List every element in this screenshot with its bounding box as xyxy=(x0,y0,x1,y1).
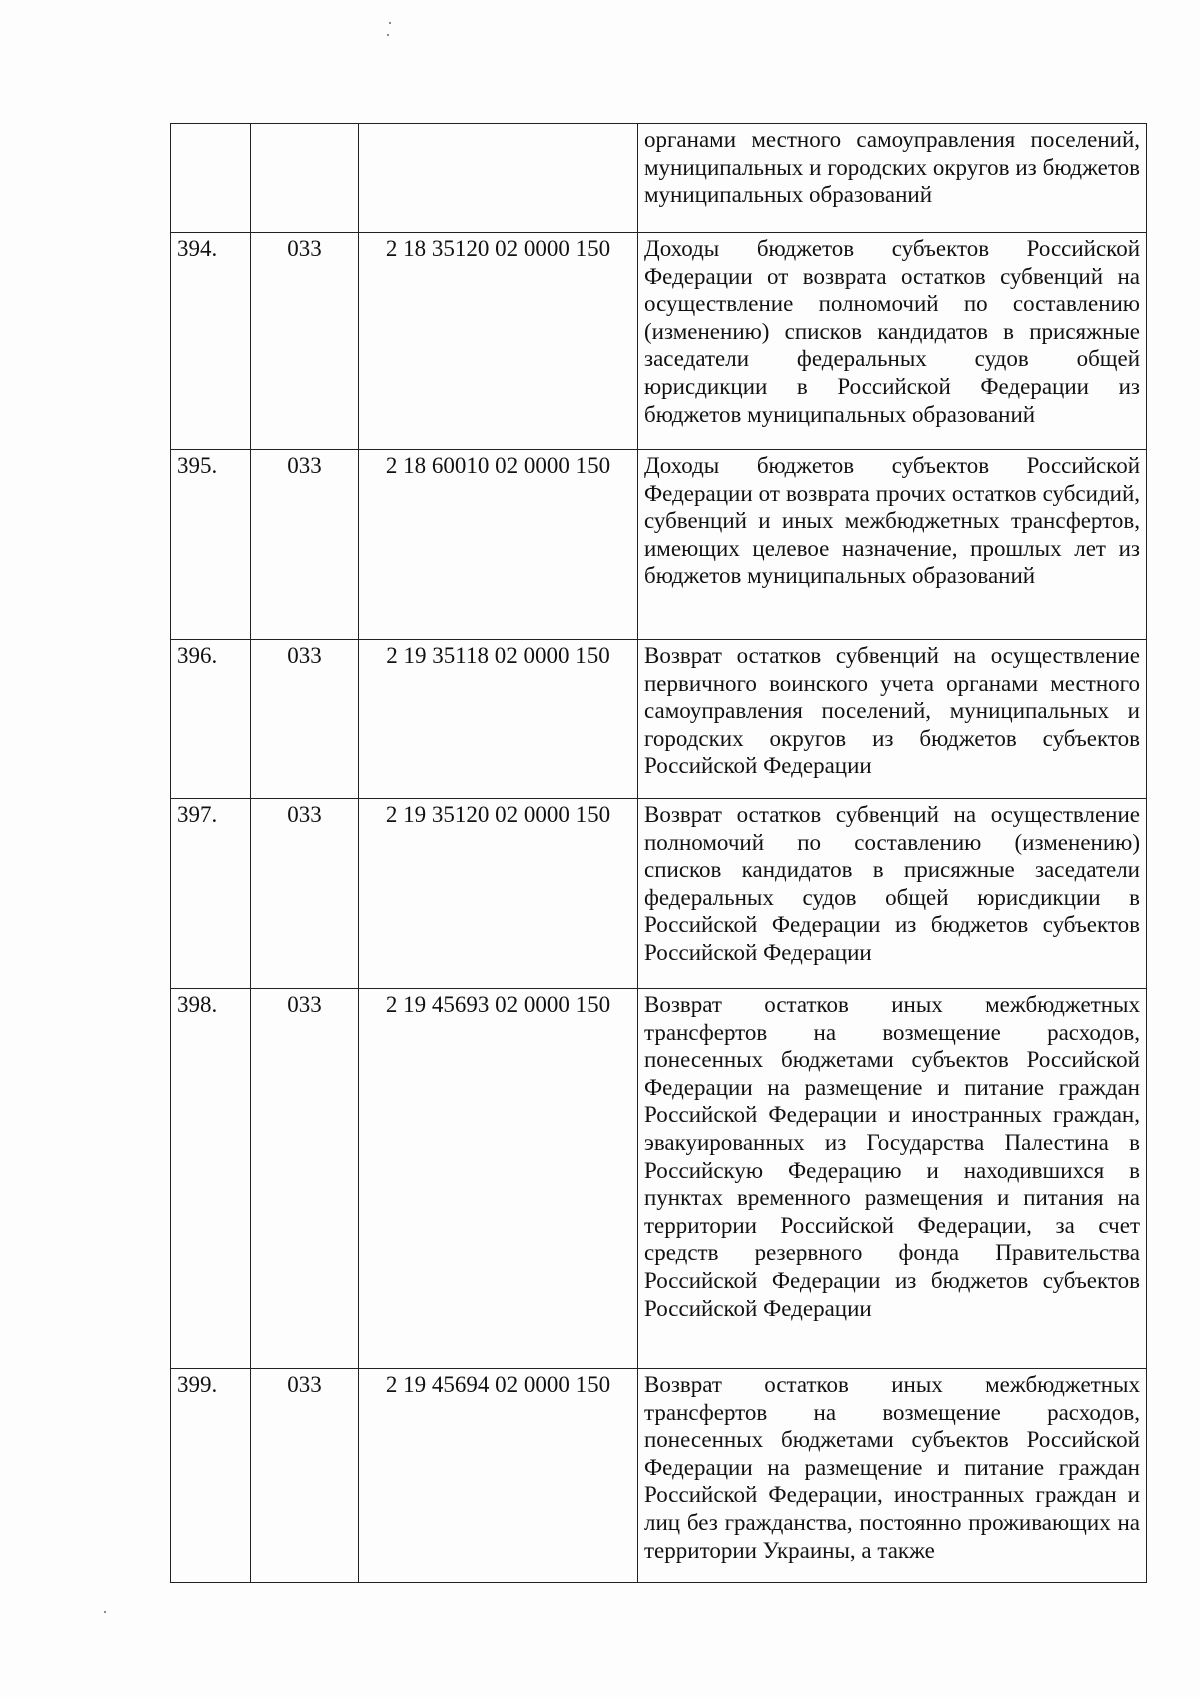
table-row xyxy=(171,1369,1147,1583)
row-number-cell: 399. xyxy=(171,1369,251,1583)
description-cell: Доходы бюджетов субъектов Российской Федерации от возврата остатков субвенций на осуществление полномочий по составлению (изменению) списков кандидатов в присяжные заседатели федеральных судов общей юрисдикции в Российской Федерации из бюджетов муниципальных образований xyxy=(638,233,1147,450)
row-number-cell: 398. xyxy=(171,989,251,1369)
table-row xyxy=(171,450,1147,640)
admin-code-cell: 033 xyxy=(251,989,359,1369)
description-cell: Доходы бюджетов субъектов Российской Федерации от возврата прочих остатков субсидий, субвенций и иных межбюджетных трансфертов, имеющих целевое назначение, прошлых лет из бюджетов муниципальных образований xyxy=(638,450,1147,640)
budget-code-cell: 2 18 60010 02 0000 150 xyxy=(359,450,638,640)
admin-code-cell: 033 xyxy=(251,450,359,640)
budget-code-cell: 2 19 45694 02 0000 150 xyxy=(359,1369,638,1583)
description-cell: Возврат остатков иных межбюджетных трансфертов на возмещение расходов, понесенных бюджетами субъектов Российской Федерации на размещение и питание граждан Российской Федерации и иностранных граждан, эвакуированных из Государства Палестина в Российскую Федерацию и находившихся в пунктах временного размещения и питания на территории Российской Федерации, за счет средств резервного фонда Правительства Российской Федерации из бюджетов субъектов Российской Федерации xyxy=(638,989,1147,1369)
admin-code-cell: 033 xyxy=(251,799,359,989)
table-row xyxy=(171,640,1147,799)
scan-speck xyxy=(387,34,389,36)
budget-code-cell: 2 18 35120 02 0000 150 xyxy=(359,233,638,450)
scan-speck xyxy=(389,22,391,24)
row-number-cell xyxy=(171,124,251,233)
description-cell: Возврат остатков субвенций на осуществление полномочий по составлению (изменению) списков кандидатов в присяжные заседатели федеральных судов общей юрисдикции в Российской Федерации из бюджетов субъектов Российской Федерации xyxy=(638,799,1147,989)
description-cell: Возврат остатков иных межбюджетных трансфертов на возмещение расходов, понесенных бюджетами субъектов Российской Федерации на размещение и питание граждан Российской Федерации, иностранных граждан и лиц без гражданства, постоянно проживающих на территории Украины, а также xyxy=(638,1369,1147,1583)
scan-speck xyxy=(104,1611,106,1613)
admin-code-cell: 033 xyxy=(251,1369,359,1583)
budget-code-cell: 2 19 35120 02 0000 150 xyxy=(359,799,638,989)
table-row-continuation xyxy=(171,124,1147,233)
admin-code-cell: 033 xyxy=(251,233,359,450)
budget-code-cell xyxy=(359,124,638,233)
description-cell: Возврат остатков субвенций на осуществление первичного воинского учета органами местного самоуправления поселений, муниципальных и городских округов из бюджетов субъектов Российской Федерации xyxy=(638,640,1147,799)
table-row xyxy=(171,799,1147,989)
description-cell: органами местного самоуправления поселений, муниципальных и городских округов из бюджетов муниципальных образований xyxy=(638,124,1147,233)
row-number-cell: 396. xyxy=(171,640,251,799)
budget-code-cell: 2 19 35118 02 0000 150 xyxy=(359,640,638,799)
table-row xyxy=(171,989,1147,1369)
admin-code-cell: 033 xyxy=(251,640,359,799)
row-number-cell: 394. xyxy=(171,233,251,450)
row-number-cell: 395. xyxy=(171,450,251,640)
table-row xyxy=(171,233,1147,450)
admin-code-cell xyxy=(251,124,359,233)
row-number-cell: 397. xyxy=(171,799,251,989)
budget-code-cell: 2 19 45693 02 0000 150 xyxy=(359,989,638,1369)
budget-codes-table xyxy=(170,123,1147,1583)
